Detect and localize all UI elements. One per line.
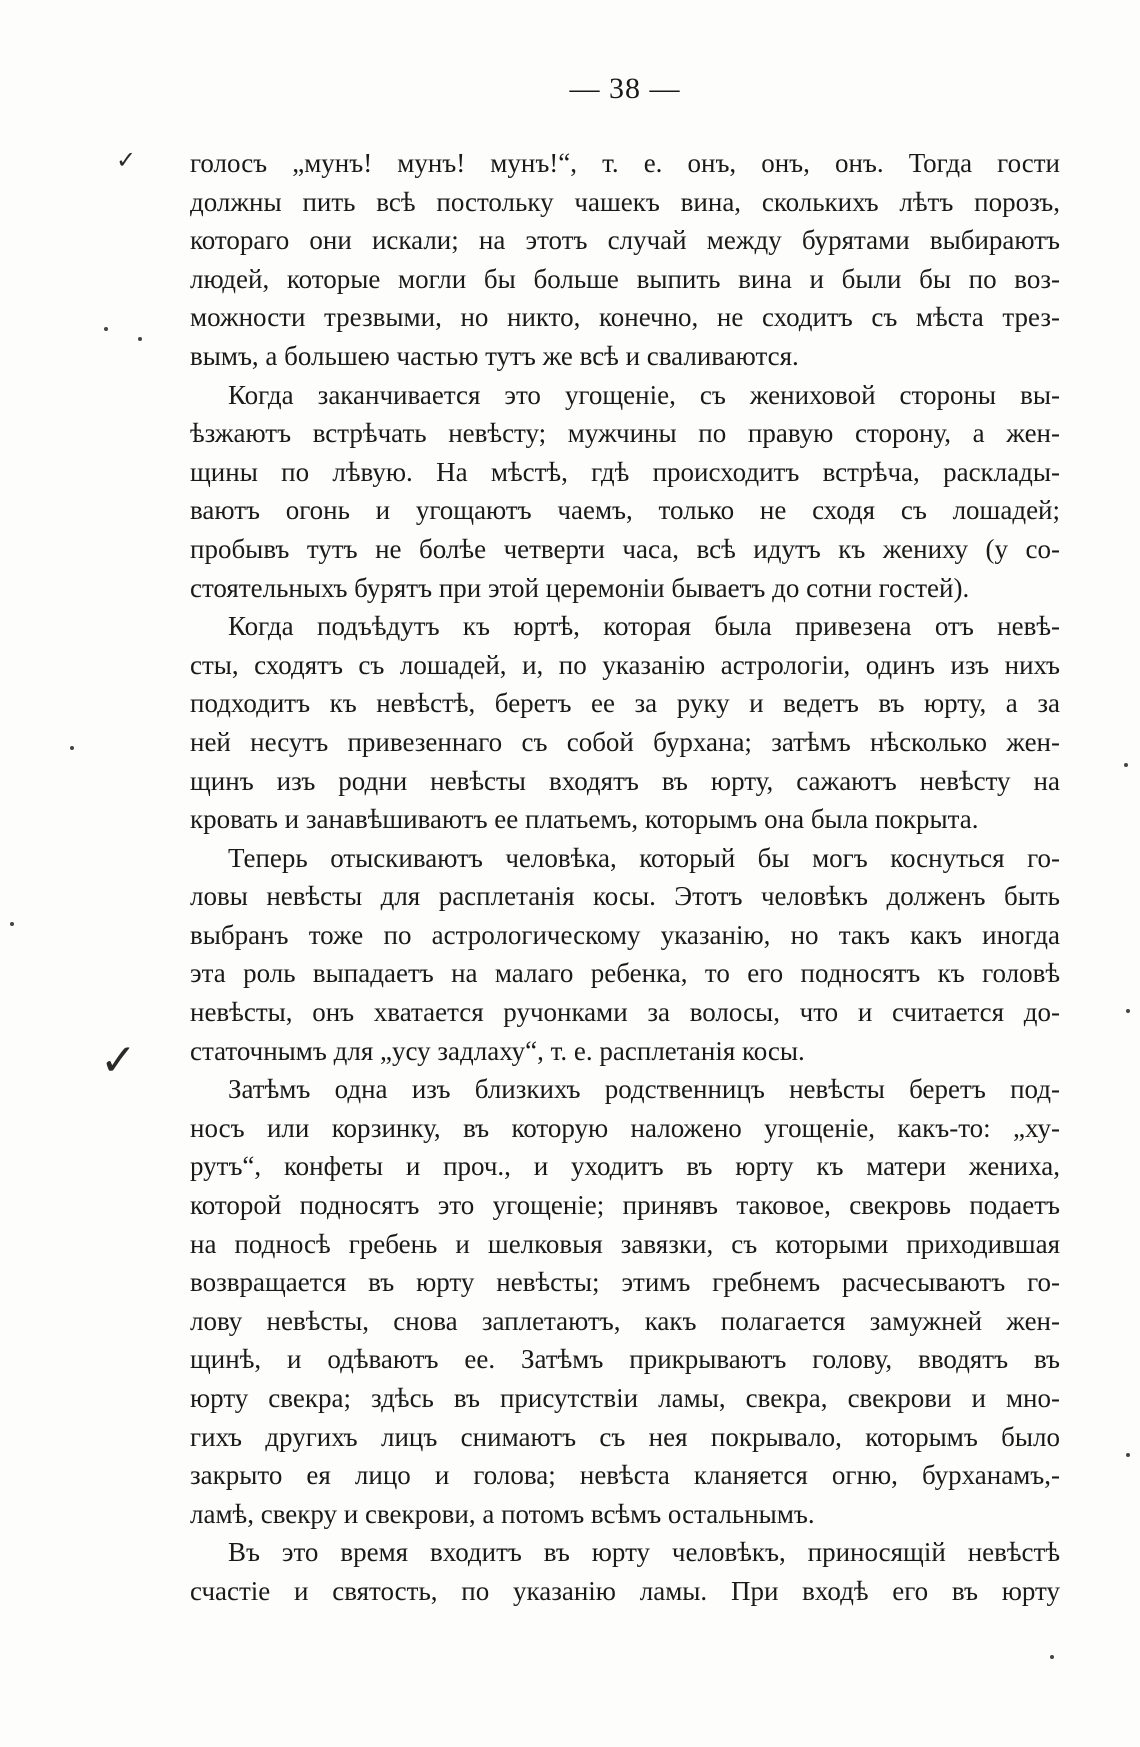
scan-speck bbox=[1126, 1453, 1130, 1457]
text-line: Теперь отыскиваютъ человѣка, который бы могъ коснуться го- bbox=[228, 842, 1060, 873]
text-line: эта роль выпадаетъ на малаго ребенка, то его подносятъ къ головѣ bbox=[190, 958, 1060, 989]
text-line: на подносѣ гребень и шелковыя завязки, съ которыми приходившая bbox=[190, 1228, 1060, 1259]
text-line: ловы невѣсты для расплетанія косы. Этотъ человѣкъ долженъ быть bbox=[190, 881, 1060, 912]
margin-check-mark-icon: ✓ bbox=[100, 1035, 137, 1086]
text-line: возвращается въ юрту невѣсты; этимъ гребнемъ расчесываютъ го- bbox=[190, 1267, 1060, 1298]
scan-speck bbox=[1050, 1655, 1054, 1659]
text-line: рутъ“, конфеты и проч., и уходитъ въ юрту къ матери жениха, bbox=[190, 1151, 1060, 1182]
text-line: щины по лѣвую. На мѣстѣ, гдѣ происходитъ встрѣча, расклады- bbox=[190, 456, 1060, 487]
text-line: закрыто ея лицо и голова; невѣста кланяется огню, бурханамъ,- bbox=[190, 1460, 1060, 1491]
paragraph bbox=[190, 144, 1060, 376]
paragraph bbox=[190, 607, 1060, 839]
paragraph bbox=[190, 839, 1060, 1071]
text-line: которой подносятъ это угощеніе; принявъ таковое, свекровь подаетъ bbox=[190, 1190, 1060, 1221]
text-line: щинъ изъ родни невѣсты входятъ въ юрту, сажаютъ невѣсту на bbox=[190, 765, 1060, 796]
text-line: людей, которые могли бы больше выпить вина и были бы по воз- bbox=[190, 263, 1060, 294]
text-line: вымъ, а большею частью тутъ же всѣ и сваливаются. bbox=[190, 340, 799, 371]
scan-speck bbox=[1126, 1009, 1130, 1013]
scan-speck bbox=[104, 327, 108, 331]
text-line: носъ или корзинку, въ которую наложено угощеніе, какъ-то: „ху- bbox=[190, 1112, 1060, 1143]
body-text bbox=[190, 144, 1060, 1611]
text-line: гихъ другихъ лицъ снимаютъ съ нея покрывало, которымъ было bbox=[190, 1421, 1060, 1452]
scan-speck bbox=[138, 337, 142, 341]
margin-check-mark-icon: ✓ bbox=[116, 146, 137, 174]
text-line: котораго они искали; на этотъ случай между бурятами выбираютъ bbox=[190, 225, 1060, 256]
paragraph bbox=[190, 1533, 1060, 1610]
text-line: Въ это время входитъ въ юрту человѣкъ, приносящій невѣстѣ bbox=[228, 1537, 1060, 1568]
text-line: Когда заканчивается это угощеніе, съ жениховой стороны вы- bbox=[228, 379, 1060, 410]
text-line: ѣзжаютъ встрѣчать невѣсту; мужчины по правую сторону, а жен- bbox=[190, 418, 1060, 449]
text-line: юрту свекра; здѣсь въ присутствіи ламы, свекра, свекрови и мно- bbox=[190, 1383, 1060, 1413]
paragraph bbox=[190, 376, 1060, 608]
text-line: кровать и занавѣшиваютъ ее платьемъ, которымъ она была покрыта. bbox=[190, 804, 979, 835]
text-line: пробывъ тутъ не болѣе четверти часа, всѣ идутъ къ жениху (у со- bbox=[190, 533, 1060, 564]
text-line: подходитъ къ невѣстѣ, беретъ ее за руку и ведетъ въ юрту, а за bbox=[190, 688, 1060, 719]
text-line: ламѣ, свекру и свекрови, а потомъ всѣмъ остальнымъ. bbox=[190, 1498, 815, 1529]
text-line: должны пить всѣ постольку чашекъ вина, сколькихъ лѣтъ порозъ, bbox=[190, 186, 1060, 217]
paragraph bbox=[190, 1070, 1060, 1533]
text-line: статочнымъ для „усу задлаху“, т. е. расплетанія косы. bbox=[190, 1035, 805, 1066]
text-line: сты, сходятъ съ лошадей, и, по указанію астрологіи, одинъ изъ нихъ bbox=[190, 649, 1060, 680]
text-line: счастіе и святость, по указанію ламы. При входѣ его въ юрту bbox=[190, 1575, 1060, 1606]
text-line: голосъ „мунъ! мунъ! мунъ!“, т. е. онъ, онъ, онъ. Тогда гости bbox=[190, 148, 1060, 178]
scan-speck bbox=[1124, 763, 1128, 767]
text-line: ней несутъ привезеннаго съ собой бурхана; затѣмъ нѣсколько жен- bbox=[190, 726, 1060, 757]
text-line: Затѣмъ одна изъ близкихъ родственницъ невѣсты беретъ под- bbox=[228, 1074, 1060, 1105]
text-line: лову невѣсты, снова заплетаютъ, какъ полагается замужней жен- bbox=[190, 1305, 1060, 1336]
page-number: — 38 — bbox=[569, 72, 681, 105]
text-line: Когда подъѣдутъ къ юртѣ, которая была привезена отъ невѣ- bbox=[228, 611, 1060, 642]
text-line: можности трезвыми, но никто, конечно, не сходитъ съ мѣста трез- bbox=[190, 302, 1060, 333]
text-line: невѣсты, онъ хватается ручонками за волосы, что и считается до- bbox=[190, 997, 1060, 1028]
scan-speck bbox=[70, 746, 74, 750]
text-line: стоятельныхъ бурятъ при этой церемоніи бываетъ до сотни гостей). bbox=[190, 572, 970, 603]
text-line: выбранъ тоже по астрологическому указанію, но такъ какъ иногда bbox=[190, 919, 1060, 950]
scan-speck bbox=[10, 922, 14, 926]
text-line: щинѣ, и одѣваютъ ее. Затѣмъ прикрываютъ голову, вводятъ въ bbox=[190, 1344, 1060, 1375]
text-line: ваютъ огонь и угощаютъ чаемъ, только не сходя съ лошадей; bbox=[190, 495, 1060, 526]
